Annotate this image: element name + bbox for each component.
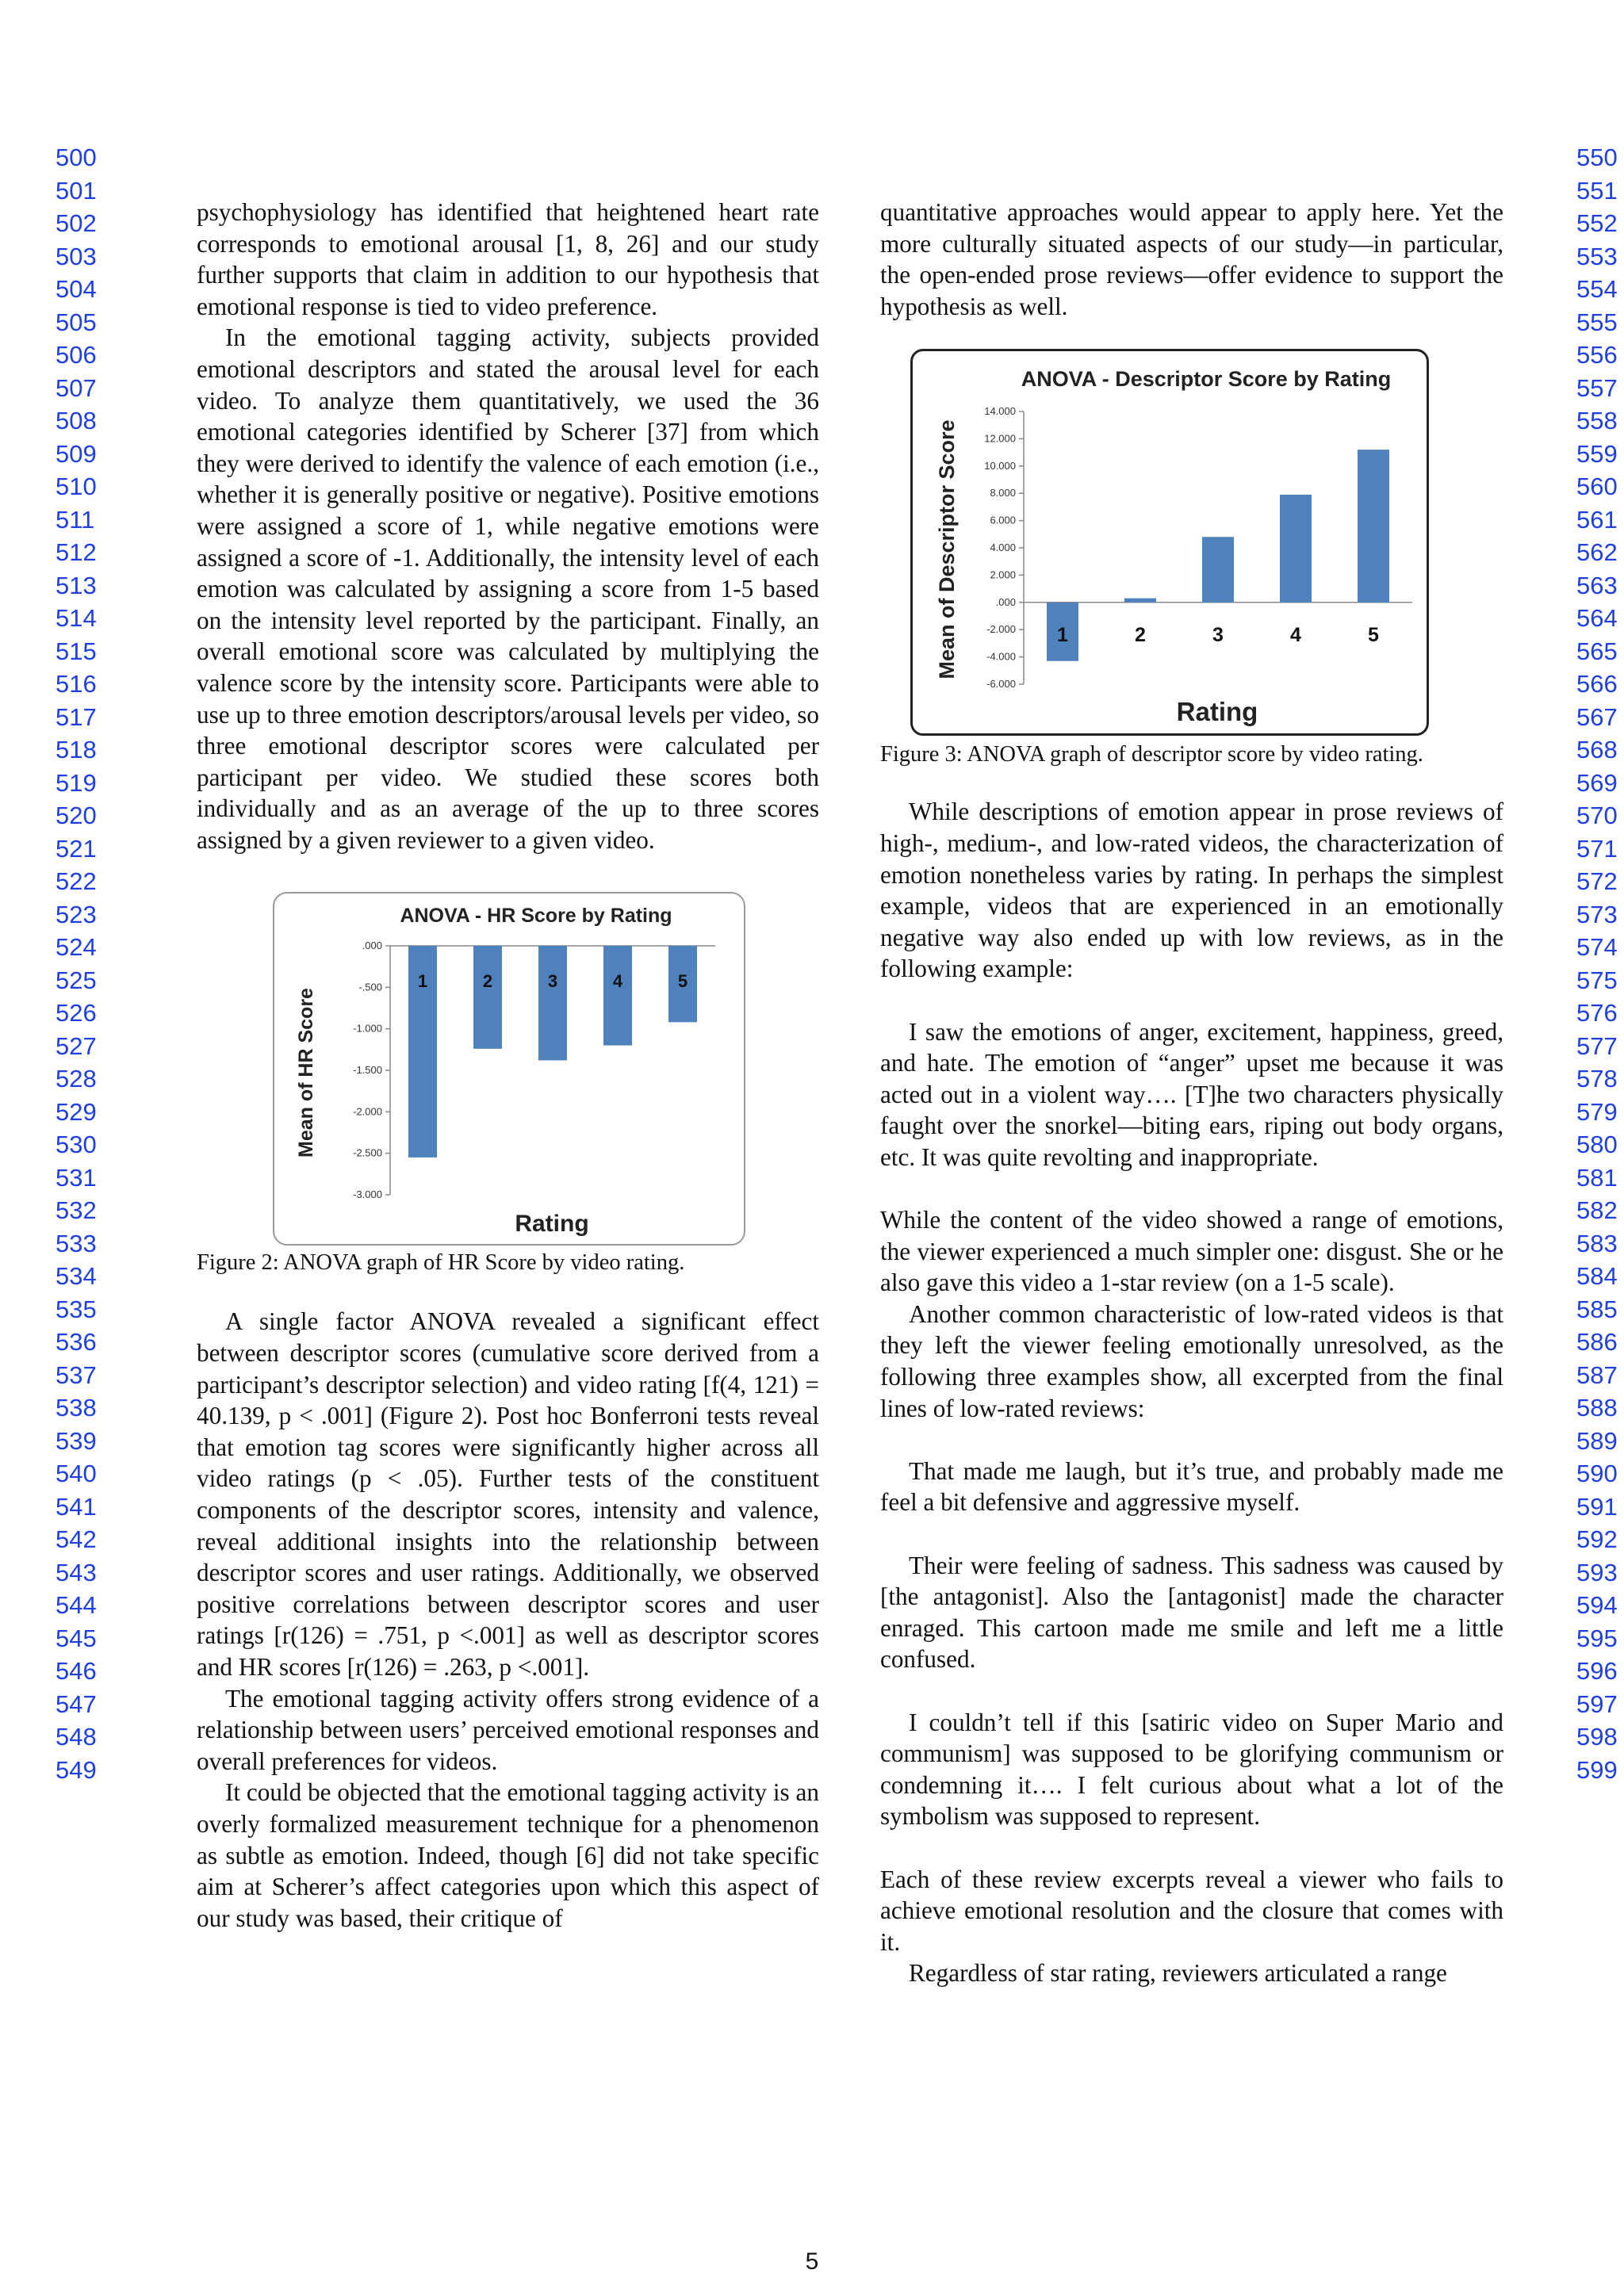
category-label: 2 <box>1135 624 1146 647</box>
line-number: 578 <box>1576 1065 1618 1093</box>
category-label: 2 <box>482 971 493 992</box>
line-number: 557 <box>1576 373 1618 402</box>
line-number: 553 <box>1576 242 1618 270</box>
figure-2-hr-score-chart <box>273 892 745 1246</box>
fig2-svg <box>274 894 744 1244</box>
line-number: 592 <box>1576 1525 1618 1553</box>
line-number: 582 <box>1576 1196 1618 1224</box>
line-number: 505 <box>56 308 97 336</box>
line-number: 540 <box>56 1460 97 1487</box>
figure-3-caption: Figure 3: ANOVA graph of descriptor score by video rating. <box>880 742 1423 767</box>
bar-rating-2 <box>473 946 502 1049</box>
line-number: 535 <box>56 1295 97 1323</box>
chart-title: ANOVA - Descriptor Score by Rating <box>1021 367 1392 392</box>
line-number: 597 <box>1576 1689 1618 1718</box>
line-number: 555 <box>1576 308 1618 336</box>
line-number: 508 <box>56 407 97 434</box>
y-axis-label: Mean of HR Score <box>295 988 317 1158</box>
line-number: 596 <box>1576 1657 1618 1685</box>
line-number: 543 <box>56 1558 97 1586</box>
line-number: 568 <box>1576 736 1618 763</box>
line-number: 549 <box>56 1755 97 1784</box>
line-number: 536 <box>56 1328 97 1356</box>
line-number: 514 <box>56 604 97 632</box>
line-number: 528 <box>56 1065 97 1093</box>
line-number: 503 <box>56 242 97 270</box>
left-paragraph-3: A single factor ANOVA revealed a significant effect between descriptor scores (cumulative score derived from a participant’s descriptor selection) and video rating [f(4, 121) = 40.139, p < .001] (Figure 2). Post hoc Bonferroni tests reveal that emotion tag scores were significantly higher across all video ratings (p < .05). Further tests of the constituent components of the descriptor scores, intensity and valence, reveal additional insights into the relationship between descriptor scores and user ratings. Additionally, we observed positive correlations between descriptor scores and user ratings [r(126) = .751, p <.001] as well as descriptor scores and HR scores [r(126) = .263, p <.001]. <box>197 1307 819 1681</box>
line-number: 512 <box>56 538 97 566</box>
line-number: 542 <box>56 1525 97 1553</box>
line-number: 577 <box>1576 1031 1618 1060</box>
y-tick-label: 2.000 <box>990 568 1016 581</box>
line-number: 510 <box>56 473 97 500</box>
y-tick-label: -2.000 <box>986 623 1016 636</box>
category-label: 3 <box>1212 624 1224 647</box>
review-quote-2: That made me laugh, but it’s true, and probably made me feel a bit defensive and aggressive myself. <box>880 1456 1503 1517</box>
y-tick-label: 10.000 <box>984 460 1016 473</box>
line-number: 576 <box>1576 999 1618 1027</box>
line-number: 527 <box>56 1031 97 1060</box>
bar-rating-3 <box>538 946 567 1060</box>
fig3-svg <box>913 351 1427 733</box>
left-column <box>197 197 819 1934</box>
line-number: 538 <box>56 1394 97 1422</box>
line-number: 584 <box>1576 1262 1618 1290</box>
line-number: 562 <box>1576 538 1618 566</box>
line-numbers-left <box>56 141 119 1786</box>
line-number: 550 <box>1576 144 1618 171</box>
line-number: 533 <box>56 1229 97 1257</box>
line-number: 524 <box>56 933 97 961</box>
y-tick-label: -.500 <box>358 981 382 993</box>
line-number: 581 <box>1576 1163 1618 1192</box>
right-column <box>880 197 1503 1989</box>
line-number: 509 <box>56 439 97 468</box>
x-axis-label: Rating <box>515 1211 589 1238</box>
right-paragraph-1: quantitative approaches would appear to apply here. Yet the more culturally situated aspects of our study—in particular, the open-ended prose reviews—offer evidence to support the hypothesis as well. <box>880 198 1503 320</box>
line-number: 511 <box>56 505 95 534</box>
line-number: 564 <box>1576 604 1618 632</box>
line-number: 521 <box>56 834 97 863</box>
y-tick-label: 12.000 <box>984 432 1016 445</box>
y-axis-label: Mean of Descriptor Score <box>935 419 959 679</box>
line-number: 516 <box>56 670 97 698</box>
line-number: 531 <box>56 1163 97 1192</box>
line-number: 598 <box>1576 1723 1618 1751</box>
y-tick-label: -6.000 <box>986 678 1016 691</box>
line-number: 544 <box>56 1591 97 1619</box>
line-number: 554 <box>1576 275 1618 303</box>
line-number: 585 <box>1576 1295 1618 1323</box>
y-tick-label: 14.000 <box>984 405 1016 418</box>
y-tick-label: 6.000 <box>990 514 1016 526</box>
x-axis-label: Rating <box>1176 697 1258 727</box>
y-tick-label: 4.000 <box>990 541 1016 554</box>
line-number: 574 <box>1576 933 1618 961</box>
y-tick-label: -1.000 <box>353 1023 382 1035</box>
line-number: 572 <box>1576 867 1618 895</box>
line-number: 588 <box>1576 1394 1618 1422</box>
line-number: 526 <box>56 999 97 1027</box>
line-number: 537 <box>56 1360 97 1389</box>
line-number: 573 <box>1576 900 1618 928</box>
y-tick-label: -1.500 <box>353 1064 382 1077</box>
line-number: 591 <box>1576 1492 1618 1521</box>
line-number: 525 <box>56 966 97 994</box>
line-number: 575 <box>1576 966 1618 994</box>
category-label: 4 <box>1290 624 1301 647</box>
line-number: 552 <box>1576 209 1618 237</box>
bar-rating-4 <box>1280 495 1312 603</box>
line-number: 565 <box>1576 637 1618 665</box>
line-number: 532 <box>56 1196 97 1224</box>
bar-rating-2 <box>1124 599 1156 603</box>
line-number: 529 <box>56 1097 97 1126</box>
line-number: 547 <box>56 1689 97 1718</box>
line-number: 520 <box>56 802 97 829</box>
line-number: 522 <box>56 867 97 895</box>
line-number: 541 <box>56 1492 97 1521</box>
right-paragraph-3: While the content of the video showed a range of emotions, the viewer experienced a much simpler one: disgust. She or he also gave this video a 1-star review (on a 1-5 scale). <box>880 1206 1503 1297</box>
bar-rating-4 <box>603 946 632 1046</box>
line-number: 583 <box>1576 1229 1618 1257</box>
line-number: 515 <box>56 637 97 665</box>
right-paragraph-6: Regardless of star rating, reviewers articulated a range <box>909 1959 1447 1988</box>
line-number: 589 <box>1576 1426 1618 1455</box>
left-paragraph-5: It could be objected that the emotional tagging activity is an overly formalized measurement technique for a phenomenon as subtle as emotion. Indeed, though [6] did not take specific aim at Scherer’s affect categories upon which this aspect of our study was based, their critique of <box>197 1778 819 1932</box>
line-number: 569 <box>1576 768 1618 797</box>
line-number: 501 <box>56 176 97 205</box>
right-paragraph-2: While descriptions of emotion appear in prose reviews of high-, medium-, and low-rated videos, the characterization of emotion nonetheless varies by rating. In perhaps the simplest example, videos that are experienced in an emotionally negative way also ended up with low reviews, as in the following example: <box>880 798 1503 983</box>
line-number: 517 <box>56 702 97 731</box>
line-number: 551 <box>1576 176 1618 205</box>
line-number: 586 <box>1576 1328 1618 1356</box>
line-number: 539 <box>56 1426 97 1455</box>
line-number: 563 <box>1576 571 1618 599</box>
y-tick-label: -4.000 <box>986 650 1016 663</box>
left-paragraph-4: The emotional tagging activity offers strong evidence of a relationship between users’ perceived emotional responses and overall preferences for videos. <box>197 1684 819 1775</box>
right-paragraph-4: Another common characteristic of low-rated videos is that they left the viewer feeling emotionally unresolved, as the following three examples show, all excerpted from the final lines of low-rated reviews: <box>880 1299 1503 1422</box>
left-paragraph-1: psychophysiology has identified that heightened heart rate corresponds to emotional arousal [1, 8, 26] and our study further supports that claim in addition to our hypothesis that emotional response is tied to video preference. <box>197 198 819 320</box>
line-number: 566 <box>1576 670 1618 698</box>
category-label: 4 <box>612 971 623 992</box>
line-number: 593 <box>1576 1558 1618 1586</box>
bar-rating-3 <box>1202 538 1234 603</box>
line-number: 580 <box>1576 1131 1618 1158</box>
y-tick-label: -3.000 <box>353 1188 382 1201</box>
line-number: 599 <box>1576 1755 1618 1784</box>
line-number: 518 <box>56 736 97 763</box>
y-tick-label: .000 <box>362 939 382 952</box>
y-tick-label: -2.000 <box>353 1105 382 1118</box>
line-number: 504 <box>56 275 97 303</box>
category-label: 5 <box>677 971 688 992</box>
line-number: 561 <box>1576 505 1618 534</box>
right-paragraph-5: Each of these review excerpts reveal a viewer who fails to achieve emotional resolution and the closure that comes with it. <box>880 1865 1503 1956</box>
line-number: 513 <box>56 571 97 599</box>
y-tick-label: -2.500 <box>353 1147 382 1160</box>
line-number: 507 <box>56 373 97 402</box>
y-tick-label: 8.000 <box>990 487 1016 499</box>
review-quote-4: I couldn’t tell if this [satiric video on Super Mario and communism] was supposed to be glorifying communism or condemning it…. I felt curious about what a lot of the symbolism was supposed to represent. <box>880 1708 1503 1831</box>
page-number: 5 <box>805 2248 819 2275</box>
y-tick-label: .000 <box>995 596 1016 609</box>
line-number: 502 <box>56 209 97 237</box>
line-number: 595 <box>1576 1624 1618 1652</box>
line-number: 594 <box>1576 1591 1618 1619</box>
category-label: 1 <box>417 971 428 992</box>
left-paragraph-2: In the emotional tagging activity, subjects provided emotional descriptors and stated the arousal level for each video. To analyze them quantitatively, we used the 36 emotional categories identified by Scherer [37] from which they were derived to identify the valence of each emotion (i.e., whether it is generally positive or negative). Positive emotions were assigned a score of 1, while negative emotions were assigned a score of -1. Additionally, the intensity level of each emotion was calculated by assigning a score from 1-5 based on the intensity level reported by the participant. Finally, an overall emotional score was calculated by multiplying the valence score by the intensity score. Participants were able to use up to three emotion descriptors/arousal levels per video, so three emotional descriptor scores were calculated per participant per video. We studied these scores both individually and as an average of the up to three scores assigned by a given reviewer to a given video. <box>197 323 819 854</box>
line-number: 500 <box>56 144 97 171</box>
line-number: 590 <box>1576 1460 1618 1487</box>
chart-title: ANOVA - HR Score by Rating <box>400 905 672 928</box>
line-number: 534 <box>56 1262 97 1290</box>
line-number: 571 <box>1576 834 1618 863</box>
figure-3-descriptor-score-chart <box>910 349 1429 736</box>
line-numbers-right <box>1576 141 1624 1786</box>
review-quote-1: I saw the emotions of anger, excitement, happiness, greed, and hate. The emotion of “anger” upset me because it was acted out in a violent way…. [T]he two characters physically faught over the snorkel—biting ears, riping out body organs, etc. It was quite revolting and inappropriate. <box>880 1017 1503 1171</box>
line-number: 558 <box>1576 407 1618 434</box>
line-number: 523 <box>56 900 97 928</box>
line-number: 519 <box>56 768 97 797</box>
line-number: 548 <box>56 1723 97 1751</box>
line-number: 556 <box>1576 341 1618 369</box>
category-label: 5 <box>1368 624 1379 647</box>
line-number: 587 <box>1576 1360 1618 1389</box>
line-number: 560 <box>1576 473 1618 500</box>
line-number: 506 <box>56 341 97 369</box>
line-number: 530 <box>56 1131 97 1158</box>
category-label: 1 <box>1057 624 1068 647</box>
line-number: 545 <box>56 1624 97 1652</box>
review-quote-3: Their were feeling of sadness. This sadness was caused by [the antagonist]. Also the [antagonist] made the character enraged. This cartoon made me smile and left me a little confused. <box>880 1551 1503 1674</box>
bar-rating-5 <box>1358 450 1389 603</box>
category-label: 3 <box>547 971 558 992</box>
line-number: 579 <box>1576 1097 1618 1126</box>
line-number: 546 <box>56 1657 97 1685</box>
figure-2-caption: Figure 2: ANOVA graph of HR Score by video rating. <box>197 1250 685 1276</box>
line-number: 559 <box>1576 439 1618 468</box>
line-number: 570 <box>1576 802 1618 829</box>
line-number: 567 <box>1576 702 1618 731</box>
